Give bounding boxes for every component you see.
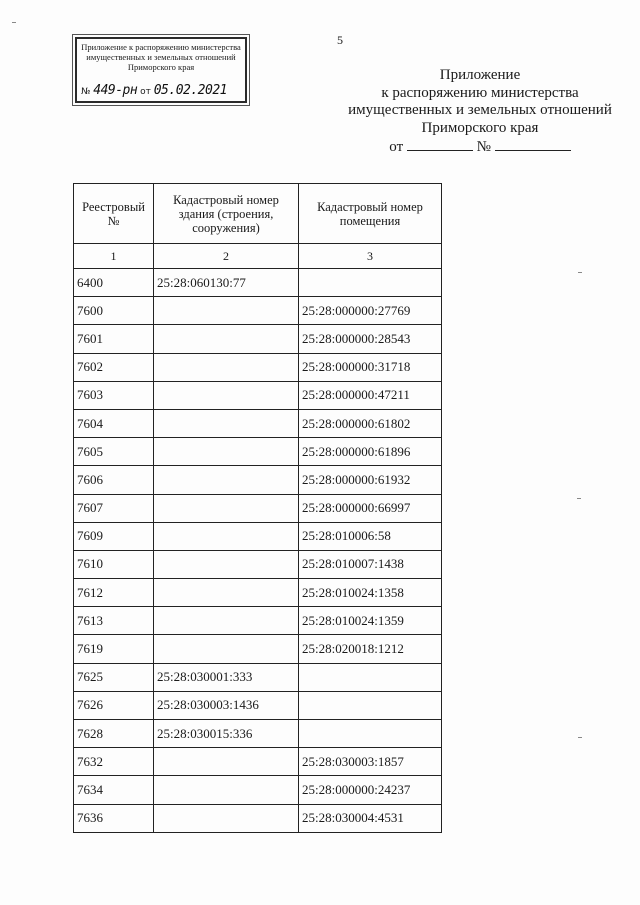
premises-cadastral-cell: 25:28:000000:61802 [299, 409, 442, 437]
premises-cadastral-cell: 25:28:000000:47211 [299, 381, 442, 409]
table-row [74, 607, 442, 635]
premises-cadastral-cell: 25:28:010024:1358 [299, 579, 442, 607]
registry-number-cell: 7625 [74, 663, 154, 691]
column-index: 1 [74, 244, 154, 269]
table-row [74, 804, 442, 832]
premises-cadastral-cell: 25:28:010024:1359 [299, 607, 442, 635]
registry-number-cell: 7632 [74, 748, 154, 776]
registry-number-cell: 7606 [74, 466, 154, 494]
building-cadastral-cell [154, 607, 299, 635]
table-row [74, 579, 442, 607]
table-row [74, 269, 442, 297]
premises-cadastral-cell: 25:28:000000:61896 [299, 438, 442, 466]
scan-mark [578, 737, 582, 738]
premises-cadastral-cell: 25:28:030003:1857 [299, 748, 442, 776]
registry-number-cell: 7612 [74, 579, 154, 607]
appendix-header [330, 67, 630, 157]
building-cadastral-cell [154, 494, 299, 522]
appendix-title: Приложение [439, 67, 521, 83]
building-cadastral-cell [154, 748, 299, 776]
approval-stamp [75, 37, 247, 103]
table-row [74, 691, 442, 719]
building-cadastral-cell [154, 522, 299, 550]
appendix-line-2: к распоряжению министерства [381, 84, 579, 101]
registry-number-cell: 7636 [74, 804, 154, 832]
registry-number-cell: 7634 [74, 776, 154, 804]
header-building-cadastral: Кадастровый номер здания (строения, сооружения) [154, 184, 299, 244]
premises-cadastral-cell [299, 269, 442, 297]
building-cadastral-cell [154, 550, 299, 578]
scan-mark [577, 498, 581, 499]
appendix-from-label: от [389, 139, 404, 155]
stamp-number-prefix: № [81, 87, 91, 97]
registry-number-cell: 7603 [74, 381, 154, 409]
table-row [74, 381, 442, 409]
premises-cadastral-cell: 25:28:020018:1212 [299, 635, 442, 663]
registry-number-cell: 7619 [74, 635, 154, 663]
number-blank [495, 138, 571, 151]
appendix-number-label: № [476, 139, 491, 155]
premises-cadastral-cell [299, 720, 442, 748]
building-cadastral-cell [154, 466, 299, 494]
table-row [74, 409, 442, 437]
building-cadastral-cell [154, 381, 299, 409]
building-cadastral-cell [154, 579, 299, 607]
registry-number-cell: 7613 [74, 607, 154, 635]
table-row [74, 776, 442, 804]
stamp-line-3: Приморского края [127, 62, 195, 72]
registry-number-cell: 7605 [74, 438, 154, 466]
table-row [74, 353, 442, 381]
table-row [74, 663, 442, 691]
date-blank [407, 138, 473, 151]
table-row [74, 748, 442, 776]
building-cadastral-cell: 25:28:030001:333 [154, 663, 299, 691]
building-cadastral-cell [154, 635, 299, 663]
header-registry-number: Реестровый № [74, 184, 154, 244]
premises-cadastral-cell: 25:28:000000:28543 [299, 325, 442, 353]
registry-number-cell: 7610 [74, 550, 154, 578]
stamp-line-2: имущественных и земельных отношений [86, 52, 236, 62]
premises-cadastral-cell: 25:28:030004:4531 [299, 804, 442, 832]
building-cadastral-cell [154, 438, 299, 466]
table-row [74, 297, 442, 325]
stamp-signature-line [81, 83, 243, 98]
premises-cadastral-cell: 25:28:010007:1438 [299, 550, 442, 578]
registry-number-cell: 7602 [74, 353, 154, 381]
building-cadastral-cell [154, 776, 299, 804]
building-cadastral-cell [154, 297, 299, 325]
building-cadastral-cell [154, 353, 299, 381]
premises-cadastral-cell: 25:28:000000:31718 [299, 353, 442, 381]
building-cadastral-cell: 25:28:060130:77 [154, 269, 299, 297]
stamp-date-handwritten: 05.02.2021 [153, 83, 227, 98]
table-row [74, 325, 442, 353]
table-row [74, 438, 442, 466]
premises-cadastral-cell [299, 663, 442, 691]
premises-cadastral-cell [299, 691, 442, 719]
header-premises-cadastral: Кадастровый номер помещения [299, 184, 442, 244]
appendix-line-4: Приморского края [421, 119, 539, 136]
premises-cadastral-cell: 25:28:000000:27769 [299, 297, 442, 325]
building-cadastral-cell [154, 804, 299, 832]
scan-mark [12, 22, 16, 23]
table-row [74, 494, 442, 522]
premises-cadastral-cell: 25:28:000000:24237 [299, 776, 442, 804]
registry-number-cell: 7600 [74, 297, 154, 325]
appendix-line-3: имущественных и земельных отношений [348, 102, 612, 118]
building-cadastral-cell [154, 409, 299, 437]
registry-number-cell: 7626 [74, 691, 154, 719]
registry-number-cell: 6400 [74, 269, 154, 297]
table-header-row [74, 184, 442, 244]
registry-table [73, 183, 442, 833]
premises-cadastral-cell: 25:28:000000:66997 [299, 494, 442, 522]
stamp-number-handwritten: 449-рн [93, 83, 138, 98]
stamp-line-1: Приложение к распоряжению министерства [81, 42, 241, 52]
table-row [74, 466, 442, 494]
column-index: 2 [154, 244, 299, 269]
column-index: 3 [299, 244, 442, 269]
building-cadastral-cell [154, 325, 299, 353]
appendix-date-number-line [330, 138, 630, 157]
table-row [74, 635, 442, 663]
table-row [74, 720, 442, 748]
table-row [74, 522, 442, 550]
registry-number-cell: 7628 [74, 720, 154, 748]
premises-cadastral-cell: 25:28:010006:58 [299, 522, 442, 550]
table-row [74, 550, 442, 578]
registry-number-cell: 7609 [74, 522, 154, 550]
page-number: 5 [337, 33, 343, 47]
premises-cadastral-cell: 25:28:000000:61932 [299, 466, 442, 494]
registry-number-cell: 7604 [74, 409, 154, 437]
registry-number-cell: 7601 [74, 325, 154, 353]
scan-mark [578, 272, 582, 273]
stamp-number-suffix: от [140, 87, 151, 97]
registry-number-cell: 7607 [74, 494, 154, 522]
building-cadastral-cell: 25:28:030003:1436 [154, 691, 299, 719]
building-cadastral-cell: 25:28:030015:336 [154, 720, 299, 748]
column-index-row [74, 244, 442, 269]
